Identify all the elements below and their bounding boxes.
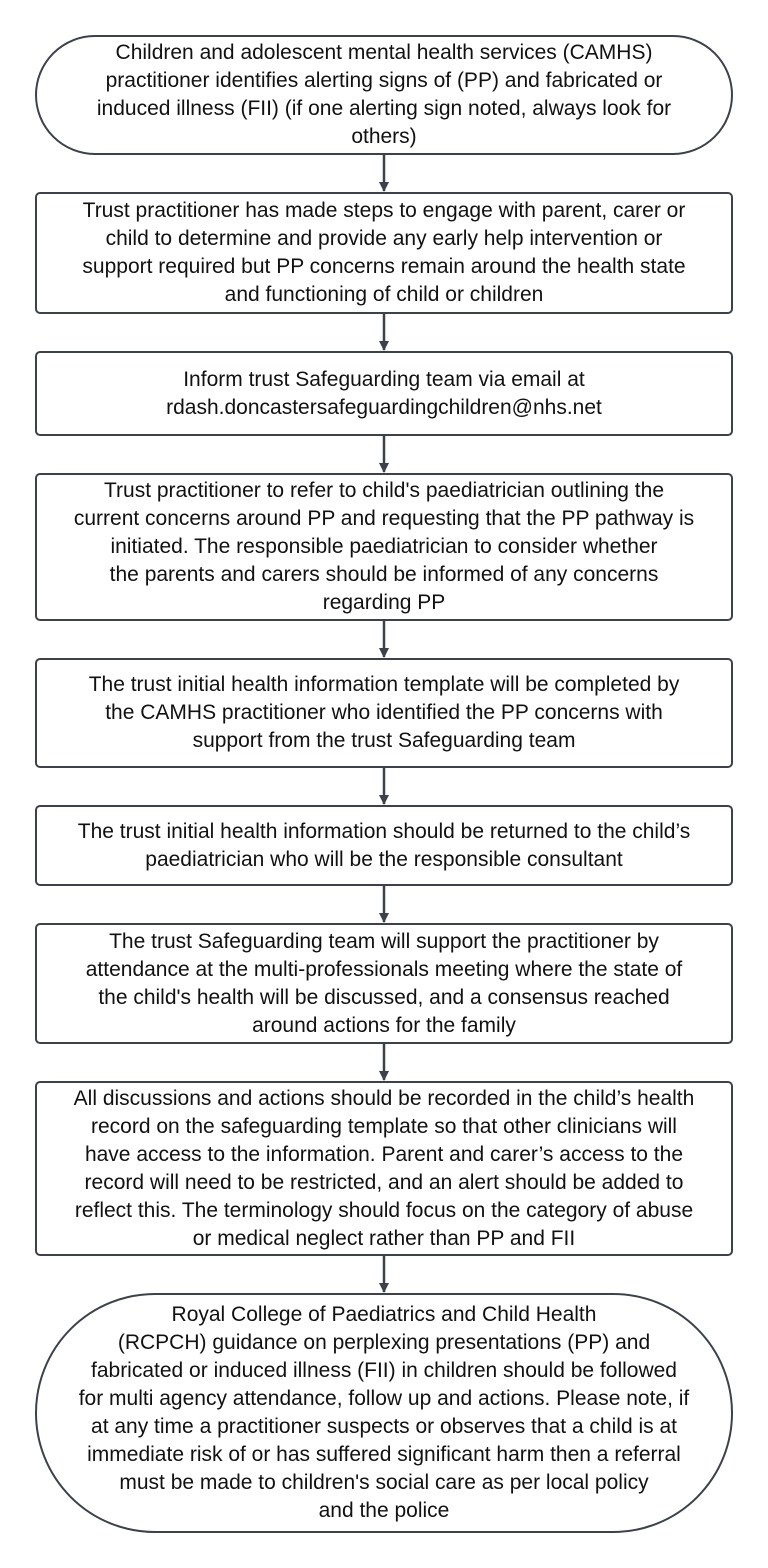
step-record-discussions — [35, 1081, 733, 1256]
end-terminator-text: Royal College of Paediatrics and Child Health (RCPCH) guidance on perplexing presentations (PP) and fabricated or induced illness (FII) in children should be followed for multi agency attendance, follow up and actions. Please note, if at any time a practitioner suspects or observes that a child is at immediate risk of or has suffered significant harm then a referral must be made to children's social care as per local policy and the police — [78, 1303, 690, 1522]
step-multi-professionals-meeting — [35, 923, 733, 1044]
start-terminator-text: Children and adolescent mental health services (CAMHS) practitioner identifies alerting signs of (PP) and fabricated or induced illness (FII) (if one alerting sign noted, always look for others) — [96, 41, 672, 148]
step-inform-safeguarding-team-text: Inform trust Safeguarding team via email at rdash.doncastersafeguardingchildren@nhs.net — [166, 367, 602, 419]
start-terminator — [35, 35, 733, 155]
step-record-discussions-text: All discussions and actions should be recorded in the child’s health record on the safeguarding template so that other clinicians will have access to the information. Parent and carer’s access to the record will need to be restricted, and an alert should be added to reflect this. The terminology should focus on the category of abuse or medical neglect rather than PP and FII — [73, 1086, 695, 1250]
step-multi-professionals-meeting-text: The trust Safeguarding team will support the practitioner by attendance at the multi-professionals meeting where the state of the child's health will be discussed, and a consensus reached around actions for the family — [85, 929, 683, 1037]
step-return-health-information — [35, 805, 733, 886]
step-refer-to-paediatrician — [35, 473, 733, 621]
step-return-health-information-text: The trust initial health information should be returned to the child’s paediatrician who will be the responsible consultant — [77, 819, 691, 871]
step-engage-parent-carer — [35, 192, 733, 314]
end-terminator — [35, 1293, 733, 1533]
step-complete-health-template — [35, 658, 733, 768]
step-engage-parent-carer-text: Trust practitioner has made steps to engage with parent, carer or child to determine and provide any early help intervention or support required but PP concerns remain around the health state and functioning of child or children — [82, 199, 686, 306]
step-refer-to-paediatrician-text: Trust practitioner to refer to child's paediatrician outlining the current concerns around PP and requesting that the PP pathway is initiated. The responsible paediatrician to consider whether the parents and carers should be informed of any concerns regarding PP — [73, 479, 695, 614]
step-inform-safeguarding-team — [35, 351, 733, 436]
step-complete-health-template-text: The trust initial health information template will be completed by the CAMHS practitioner who identified the PP concerns with support from the trust Safeguarding team — [88, 673, 680, 752]
